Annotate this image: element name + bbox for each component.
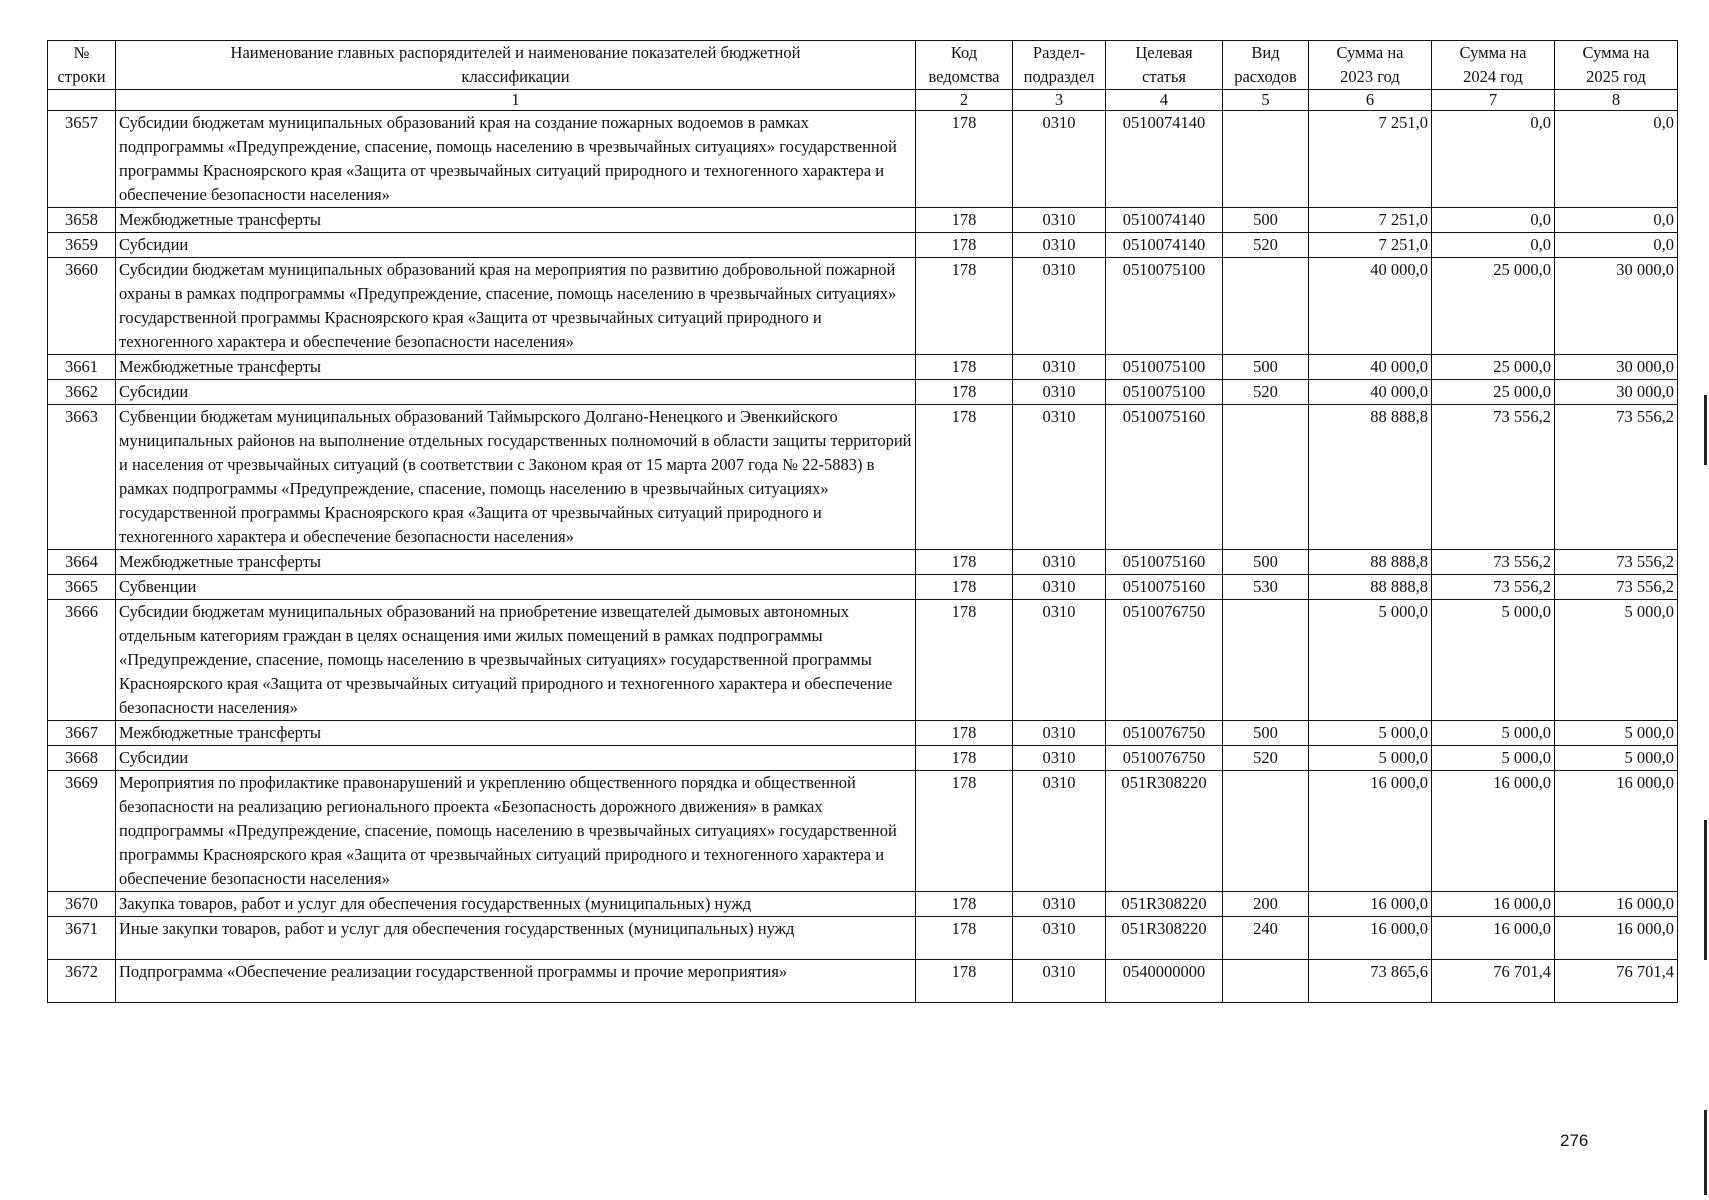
- column-number: 2: [916, 90, 1013, 111]
- row-sum-2025: 76 701,4: [1555, 960, 1678, 1003]
- row-target: 0510074140: [1106, 233, 1223, 258]
- row-number: 3658: [48, 208, 116, 233]
- table-row: [48, 960, 1678, 1003]
- column-number-row: [48, 90, 1678, 111]
- table-row: [48, 917, 1678, 960]
- row-sum-2025: 30 000,0: [1555, 258, 1678, 355]
- row-section: 0310: [1013, 233, 1106, 258]
- row-name: Субсидии бюджетам муниципальных образований края на создание пожарных водоемов в рамках подпрограммы «Предупреждение, спасение, помощь населению в чрезвычайных ситуациях» государственной программы Красноярского края «Защита от чрезвычайных ситуаций природного и техногенного характера и обеспечение безопасности населения»: [116, 111, 916, 208]
- table-row: [48, 111, 1678, 208]
- row-dept-code: 178: [916, 233, 1013, 258]
- table-body: [48, 111, 1678, 1003]
- row-sum-2025: 5 000,0: [1555, 746, 1678, 771]
- row-sum-2024: 73 556,2: [1432, 550, 1555, 575]
- row-number: 3668: [48, 746, 116, 771]
- row-name: Субсидии бюджетам муниципальных образований края на мероприятия по развитию добровольной пожарной охраны в рамках подпрограммы «Предупреждение, спасение, помощь населению в чрезвычайных ситуациях» государственной программы Красноярского края «Защита от чрезвычайных ситуаций природного и техногенного характера и обеспечение безопасности населения»: [116, 258, 916, 355]
- row-sum-2024: 0,0: [1432, 208, 1555, 233]
- row-sum-2023: 40 000,0: [1309, 258, 1432, 355]
- row-dept-code: 178: [916, 380, 1013, 405]
- row-target: 051R308220: [1106, 917, 1223, 960]
- row-target: 0510075160: [1106, 405, 1223, 550]
- row-expense-type: 530: [1223, 575, 1309, 600]
- table-row: [48, 721, 1678, 746]
- row-sum-2024: 0,0: [1432, 233, 1555, 258]
- row-sum-2025: 73 556,2: [1555, 550, 1678, 575]
- row-sum-2023: 16 000,0: [1309, 771, 1432, 892]
- row-number: 3665: [48, 575, 116, 600]
- row-number: 3669: [48, 771, 116, 892]
- table-row: [48, 233, 1678, 258]
- row-sum-2024: 5 000,0: [1432, 721, 1555, 746]
- row-sum-2023: 16 000,0: [1309, 892, 1432, 917]
- table-row: [48, 575, 1678, 600]
- header-name: Наименование главных распорядителей и наименование показателей бюджетной классификации: [116, 41, 916, 90]
- row-sum-2023: 40 000,0: [1309, 380, 1432, 405]
- column-number: 1: [116, 90, 916, 111]
- row-section: 0310: [1013, 550, 1106, 575]
- row-sum-2024: 16 000,0: [1432, 892, 1555, 917]
- header-row-no: № строки: [48, 41, 116, 90]
- scan-edge-mark: [1704, 1110, 1707, 1195]
- row-sum-2024: 73 556,2: [1432, 575, 1555, 600]
- row-number: 3660: [48, 258, 116, 355]
- row-sum-2024: 5 000,0: [1432, 600, 1555, 721]
- row-sum-2023: 5 000,0: [1309, 600, 1432, 721]
- row-sum-2025: 30 000,0: [1555, 355, 1678, 380]
- row-target: 0510076750: [1106, 721, 1223, 746]
- row-sum-2025: 5 000,0: [1555, 721, 1678, 746]
- row-name: Межбюджетные трансферты: [116, 550, 916, 575]
- row-number: 3662: [48, 380, 116, 405]
- row-section: 0310: [1013, 258, 1106, 355]
- row-section: 0310: [1013, 575, 1106, 600]
- row-name: Субсидии бюджетам муниципальных образований на приобретение извещателей дымовых автономных отдельным категориям граждан в целях оснащения ими жилых помещений в рамках подпрограммы «Предупреждение, спасение, помощь населению в чрезвычайных ситуациях» государственной программы Красноярского края «Защита от чрезвычайных ситуаций природного и техногенного характера и обеспечение безопасности населения»: [116, 600, 916, 721]
- row-sum-2023: 73 865,6: [1309, 960, 1432, 1003]
- table-row: [48, 892, 1678, 917]
- row-sum-2024: 73 556,2: [1432, 405, 1555, 550]
- row-expense-type: [1223, 771, 1309, 892]
- row-sum-2023: 5 000,0: [1309, 721, 1432, 746]
- row-dept-code: 178: [916, 600, 1013, 721]
- row-target: 0540000000: [1106, 960, 1223, 1003]
- header-sum-2023: Сумма на 2023 год: [1309, 41, 1432, 90]
- table-row: [48, 405, 1678, 550]
- row-section: 0310: [1013, 355, 1106, 380]
- row-target: 0510074140: [1106, 111, 1223, 208]
- row-sum-2023: 88 888,8: [1309, 550, 1432, 575]
- scan-edge-mark: [1704, 395, 1707, 465]
- row-number: 3672: [48, 960, 116, 1003]
- row-sum-2025: 73 556,2: [1555, 405, 1678, 550]
- row-expense-type: [1223, 600, 1309, 721]
- row-name: Межбюджетные трансферты: [116, 721, 916, 746]
- row-dept-code: 178: [916, 208, 1013, 233]
- scan-edge-mark: [1704, 820, 1707, 960]
- row-target: 0510076750: [1106, 600, 1223, 721]
- row-number: 3671: [48, 917, 116, 960]
- row-sum-2025: 16 000,0: [1555, 771, 1678, 892]
- row-dept-code: 178: [916, 771, 1013, 892]
- row-sum-2023: 7 251,0: [1309, 233, 1432, 258]
- row-name: Субсидии: [116, 233, 916, 258]
- row-sum-2024: 0,0: [1432, 111, 1555, 208]
- row-expense-type: 520: [1223, 233, 1309, 258]
- row-expense-type: [1223, 111, 1309, 208]
- header-expense-type: Вид расходов: [1223, 41, 1309, 90]
- row-section: 0310: [1013, 960, 1106, 1003]
- row-name: Субвенции бюджетам муниципальных образований Таймырского Долгано-Ненецкого и Эвенкийского муниципальных районов на выполнение отдельных государственных полномочий в области защиты территорий и населения от чрезвычайных ситуаций (в соответствии с Законом края от 15 марта 2007 года № 22-5883) в рамках подпрограммы «Предупреждение, спасение, помощь населению в чрезвычайных ситуациях» государственной программы Красноярского края «Защита от чрезвычайных ситуаций природного и техногенного характера и обеспечение безопасности населения»: [116, 405, 916, 550]
- row-name: Закупка товаров, работ и услуг для обеспечения государственных (муниципальных) нужд: [116, 892, 916, 917]
- page-number: 276: [1560, 1131, 1589, 1150]
- row-section: 0310: [1013, 771, 1106, 892]
- row-target: 051R308220: [1106, 771, 1223, 892]
- row-sum-2024: 76 701,4: [1432, 960, 1555, 1003]
- row-expense-type: 500: [1223, 355, 1309, 380]
- column-number: [48, 90, 116, 111]
- row-section: 0310: [1013, 380, 1106, 405]
- row-dept-code: 178: [916, 258, 1013, 355]
- row-target: 0510075160: [1106, 550, 1223, 575]
- header-target: Целевая статья: [1106, 41, 1223, 90]
- row-sum-2025: 16 000,0: [1555, 917, 1678, 960]
- row-sum-2024: 25 000,0: [1432, 355, 1555, 380]
- row-dept-code: 178: [916, 917, 1013, 960]
- row-sum-2023: 7 251,0: [1309, 208, 1432, 233]
- row-expense-type: [1223, 258, 1309, 355]
- header-dept-code: Код ведомства: [916, 41, 1013, 90]
- column-number: 5: [1223, 90, 1309, 111]
- budget-table: [47, 40, 1678, 1003]
- row-number: 3663: [48, 405, 116, 550]
- row-sum-2023: 88 888,8: [1309, 575, 1432, 600]
- row-expense-type: 240: [1223, 917, 1309, 960]
- row-expense-type: 500: [1223, 208, 1309, 233]
- row-number: 3659: [48, 233, 116, 258]
- row-sum-2023: 16 000,0: [1309, 917, 1432, 960]
- table-row: [48, 258, 1678, 355]
- row-sum-2023: 40 000,0: [1309, 355, 1432, 380]
- row-sum-2025: 0,0: [1555, 233, 1678, 258]
- row-number: 3661: [48, 355, 116, 380]
- row-target: 0510075100: [1106, 355, 1223, 380]
- row-section: 0310: [1013, 600, 1106, 721]
- row-section: 0310: [1013, 746, 1106, 771]
- row-dept-code: 178: [916, 575, 1013, 600]
- row-sum-2024: 25 000,0: [1432, 258, 1555, 355]
- row-expense-type: 500: [1223, 550, 1309, 575]
- row-number: 3664: [48, 550, 116, 575]
- column-number: 6: [1309, 90, 1432, 111]
- row-section: 0310: [1013, 917, 1106, 960]
- row-sum-2024: 16 000,0: [1432, 771, 1555, 892]
- row-target: 0510075100: [1106, 380, 1223, 405]
- row-dept-code: 178: [916, 892, 1013, 917]
- row-expense-type: 500: [1223, 721, 1309, 746]
- row-dept-code: 178: [916, 550, 1013, 575]
- table-row: [48, 208, 1678, 233]
- row-expense-type: 520: [1223, 380, 1309, 405]
- row-dept-code: 178: [916, 111, 1013, 208]
- column-number: 3: [1013, 90, 1106, 111]
- table-row: [48, 771, 1678, 892]
- header-sum-2025: Сумма на 2025 год: [1555, 41, 1678, 90]
- row-name: Иные закупки товаров, работ и услуг для обеспечения государственных (муниципальных) нужд: [116, 917, 916, 960]
- row-section: 0310: [1013, 892, 1106, 917]
- row-expense-type: [1223, 960, 1309, 1003]
- column-number: 8: [1555, 90, 1678, 111]
- row-dept-code: 178: [916, 721, 1013, 746]
- row-name: Подпрограмма «Обеспечение реализации государственной программы и прочие мероприятия»: [116, 960, 916, 1003]
- table-row: [48, 746, 1678, 771]
- row-expense-type: 200: [1223, 892, 1309, 917]
- row-number: 3657: [48, 111, 116, 208]
- row-sum-2025: 0,0: [1555, 111, 1678, 208]
- row-section: 0310: [1013, 721, 1106, 746]
- row-sum-2024: 16 000,0: [1432, 917, 1555, 960]
- row-target: 051R308220: [1106, 892, 1223, 917]
- row-name: Субсидии: [116, 380, 916, 405]
- row-name: Субсидии: [116, 746, 916, 771]
- row-dept-code: 178: [916, 960, 1013, 1003]
- row-number: 3670: [48, 892, 116, 917]
- row-sum-2025: 73 556,2: [1555, 575, 1678, 600]
- row-number: 3667: [48, 721, 116, 746]
- row-target: 0510075100: [1106, 258, 1223, 355]
- row-section: 0310: [1013, 208, 1106, 233]
- row-sum-2023: 88 888,8: [1309, 405, 1432, 550]
- row-name: Мероприятия по профилактике правонарушений и укреплению общественного порядка и общественной безопасности на реализацию регионального проекта «Безопасность дорожного движения» в рамках подпрограммы «Предупреждение, спасение, помощь населению в чрезвычайных ситуациях» государственной программы Красноярского края «Защита от чрезвычайных ситуаций природного и техногенного характера и обеспечение безопасности населения»: [116, 771, 916, 892]
- column-number: 4: [1106, 90, 1223, 111]
- row-dept-code: 178: [916, 746, 1013, 771]
- row-sum-2025: 30 000,0: [1555, 380, 1678, 405]
- row-section: 0310: [1013, 111, 1106, 208]
- row-target: 0510075160: [1106, 575, 1223, 600]
- row-dept-code: 178: [916, 405, 1013, 550]
- table-row: [48, 355, 1678, 380]
- row-expense-type: [1223, 405, 1309, 550]
- row-sum-2024: 25 000,0: [1432, 380, 1555, 405]
- row-expense-type: 520: [1223, 746, 1309, 771]
- row-target: 0510074140: [1106, 208, 1223, 233]
- table-row: [48, 600, 1678, 721]
- row-sum-2025: 0,0: [1555, 208, 1678, 233]
- table-row: [48, 550, 1678, 575]
- row-section: 0310: [1013, 405, 1106, 550]
- row-sum-2025: 5 000,0: [1555, 600, 1678, 721]
- table-row: [48, 380, 1678, 405]
- row-sum-2024: 5 000,0: [1432, 746, 1555, 771]
- header-section: Раздел-подраздел: [1013, 41, 1106, 90]
- row-number: 3666: [48, 600, 116, 721]
- column-number: 7: [1432, 90, 1555, 111]
- row-sum-2023: 7 251,0: [1309, 111, 1432, 208]
- header-sum-2024: Сумма на 2024 год: [1432, 41, 1555, 90]
- row-name: Межбюджетные трансферты: [116, 355, 916, 380]
- row-name: Субвенции: [116, 575, 916, 600]
- row-dept-code: 178: [916, 355, 1013, 380]
- row-sum-2023: 5 000,0: [1309, 746, 1432, 771]
- row-name: Межбюджетные трансферты: [116, 208, 916, 233]
- header-row: [48, 41, 1678, 90]
- row-target: 0510076750: [1106, 746, 1223, 771]
- row-sum-2025: 16 000,0: [1555, 892, 1678, 917]
